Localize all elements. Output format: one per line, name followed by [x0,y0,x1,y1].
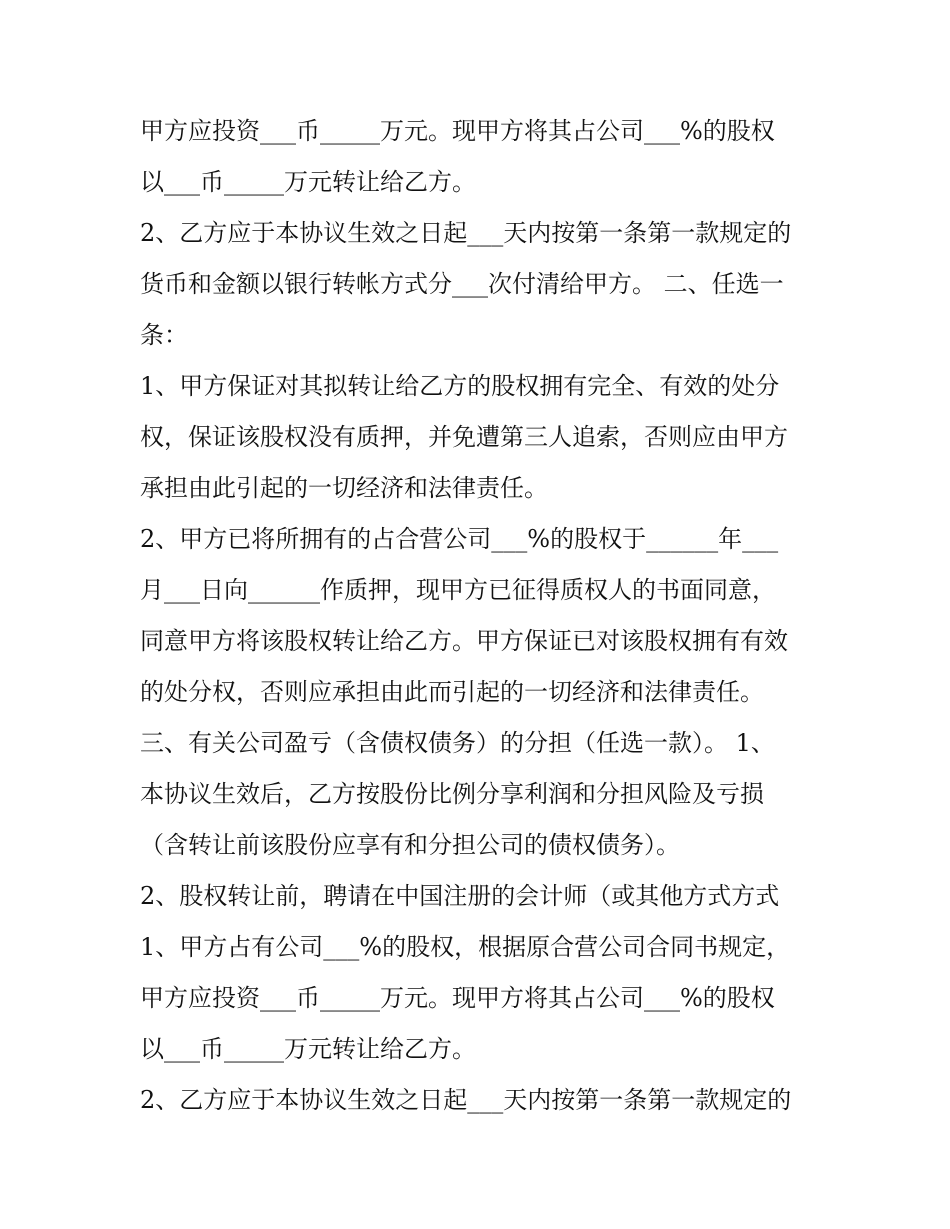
text-line: 条： [140,321,188,349]
text-line: 2、乙方应于本协议生效之日起___天内按第一条第一款规定的 [140,1086,792,1114]
text-line: 2、股权转让前，聘请在中国注册的会计师（或其他方式方式 [140,882,780,910]
text-line: 以___币_____万元转让给乙方。 [140,1035,476,1063]
text-line: 甲方应投资___币_____万元。现甲方将其占公司___%的股权 [140,984,775,1012]
text-line: 甲方应投资___币_____万元。现甲方将其占公司___%的股权 [140,117,775,145]
text-line: 1、甲方保证对其拟转让给乙方的股权拥有完全、有效的处分 [140,372,780,400]
text-line: 1、甲方占有公司___%的股权，根据原合营公司合同书规定， [140,933,791,961]
text-line: 以___币_____万元转让给乙方。 [140,168,476,196]
text-line: 同意甲方将该股权转让给乙方。甲方保证已对该股权拥有有效 [140,627,788,655]
text-line: 的处分权，否则应承担由此而引起的一切经济和法律责任。 [140,678,764,706]
text-line: 权，保证该股权没有质押，并免遭第三人追索，否则应由甲方 [140,423,788,451]
document-body [140,106,820,1126]
text-line: 货币和金额以银行转帐方式分___次付清给甲方。 二、任选一 [140,270,784,298]
text-line: 承担由此引起的一切经济和法律责任。 [140,474,548,502]
text-line: 本协议生效后，乙方按股份比例分享利润和分担风险及亏损 [140,780,764,808]
text-line: 三、有关公司盈亏（含债权债务）的分担（任选一款）。 1、 [140,729,775,757]
text-line: 2、乙方应于本协议生效之日起___天内按第一条第一款规定的 [140,219,792,247]
text-line: 月___日向______作质押，现甲方已征得质权人的书面同意， [140,576,776,604]
text-line: （含转让前该股份应享有和分担公司的债权债务）。 [140,831,680,859]
text-line: 2、甲方已将所拥有的占合营公司___%的股权于______年___ [140,525,779,553]
